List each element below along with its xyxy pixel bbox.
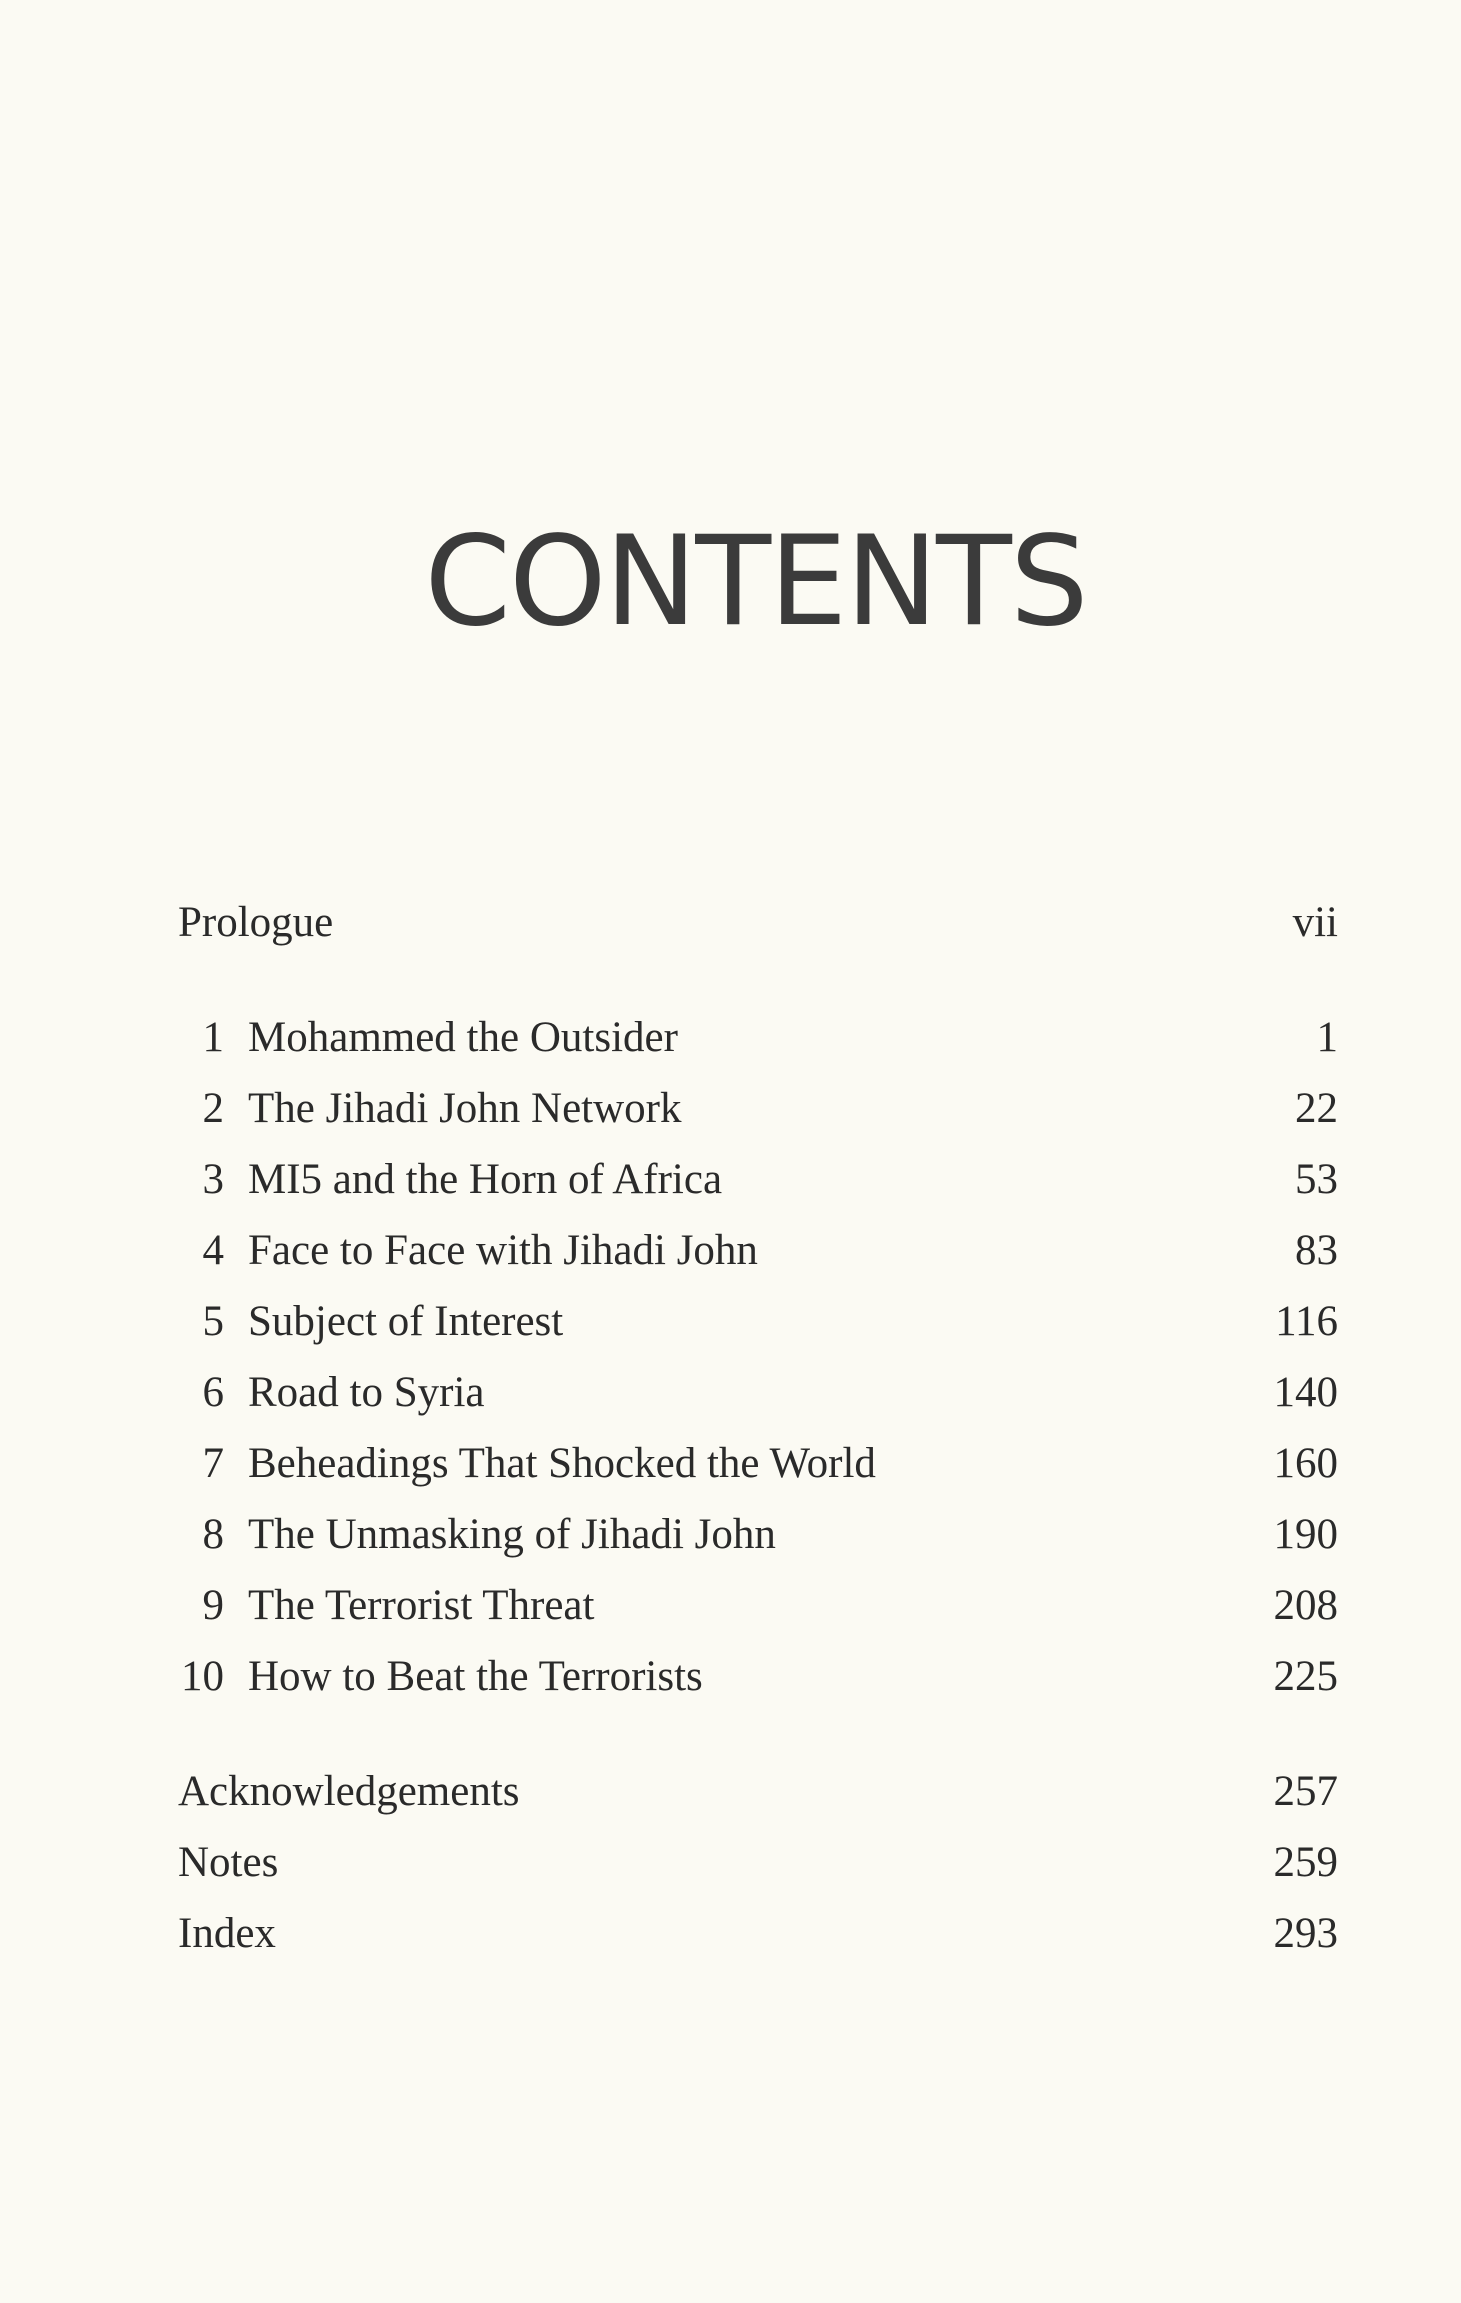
chapter-title: Road to Syria (248, 1369, 485, 1416)
toc-entry-notes (178, 1833, 1338, 1893)
toc-chapter-6 (178, 1363, 1338, 1423)
toc-entry-index (178, 1904, 1338, 1964)
toc-chapter-1 (178, 1008, 1338, 1068)
toc-chapter-7 (178, 1434, 1338, 1494)
chapter-page: 22 (1295, 1085, 1338, 1132)
chapter-number: 1 (202, 1014, 224, 1061)
chapter-title: The Jihadi John Network (248, 1085, 682, 1132)
chapter-title: Beheadings That Shocked the World (248, 1440, 876, 1487)
chapter-page: 140 (1273, 1369, 1338, 1416)
chapter-page: 116 (1275, 1298, 1338, 1345)
chapter-title: The Terrorist Threat (248, 1582, 595, 1629)
page-title: CONTENTS (424, 510, 1087, 654)
chapter-page: 53 (1295, 1156, 1338, 1203)
toc-chapter-4 (178, 1221, 1338, 1281)
chapter-number: 8 (202, 1511, 224, 1558)
chapter-title: Face to Face with Jihadi John (248, 1227, 758, 1274)
toc-entry-label: Notes (178, 1839, 279, 1886)
toc-entry-label: Prologue (178, 899, 334, 946)
chapter-number: 6 (202, 1369, 224, 1416)
toc-chapter-2 (178, 1079, 1338, 1139)
chapter-number: 7 (202, 1440, 224, 1487)
chapter-title: Mohammed the Outsider (248, 1014, 678, 1061)
chapter-page: 1 (1316, 1014, 1338, 1061)
toc-entry-page: 257 (1273, 1768, 1338, 1815)
toc-entry-page: 259 (1273, 1839, 1338, 1886)
toc-entry-label: Acknowledgements (178, 1768, 520, 1815)
chapter-number: 9 (202, 1582, 224, 1629)
chapter-page: 160 (1273, 1440, 1338, 1487)
toc-chapter-5 (178, 1292, 1338, 1352)
chapter-page: 225 (1273, 1653, 1338, 1700)
chapter-number: 3 (202, 1156, 224, 1203)
chapter-page: 190 (1273, 1511, 1338, 1558)
chapter-title: Subject of Interest (248, 1298, 564, 1345)
chapter-title: The Unmasking of Jihadi John (248, 1511, 776, 1558)
toc-entry-page: vii (1292, 899, 1338, 946)
toc-chapter-3 (178, 1150, 1338, 1210)
toc-entry-page: 293 (1273, 1910, 1338, 1957)
chapter-number: 2 (202, 1085, 224, 1132)
chapter-number: 10 (181, 1653, 224, 1700)
toc-chapter-9 (178, 1576, 1338, 1636)
toc-entry-acknowledgements (178, 1762, 1338, 1822)
chapter-title: MI5 and the Horn of Africa (248, 1156, 723, 1203)
toc-entry-label: Index (178, 1910, 276, 1957)
chapter-number: 5 (202, 1298, 224, 1345)
chapter-page: 83 (1295, 1227, 1338, 1274)
chapter-title: How to Beat the Terrorists (248, 1653, 703, 1700)
toc-chapter-8 (178, 1505, 1338, 1565)
toc-chapter-10 (178, 1647, 1338, 1707)
chapter-number: 4 (202, 1227, 224, 1274)
chapter-page: 208 (1273, 1582, 1338, 1629)
toc-entry-prologue (178, 893, 1338, 953)
